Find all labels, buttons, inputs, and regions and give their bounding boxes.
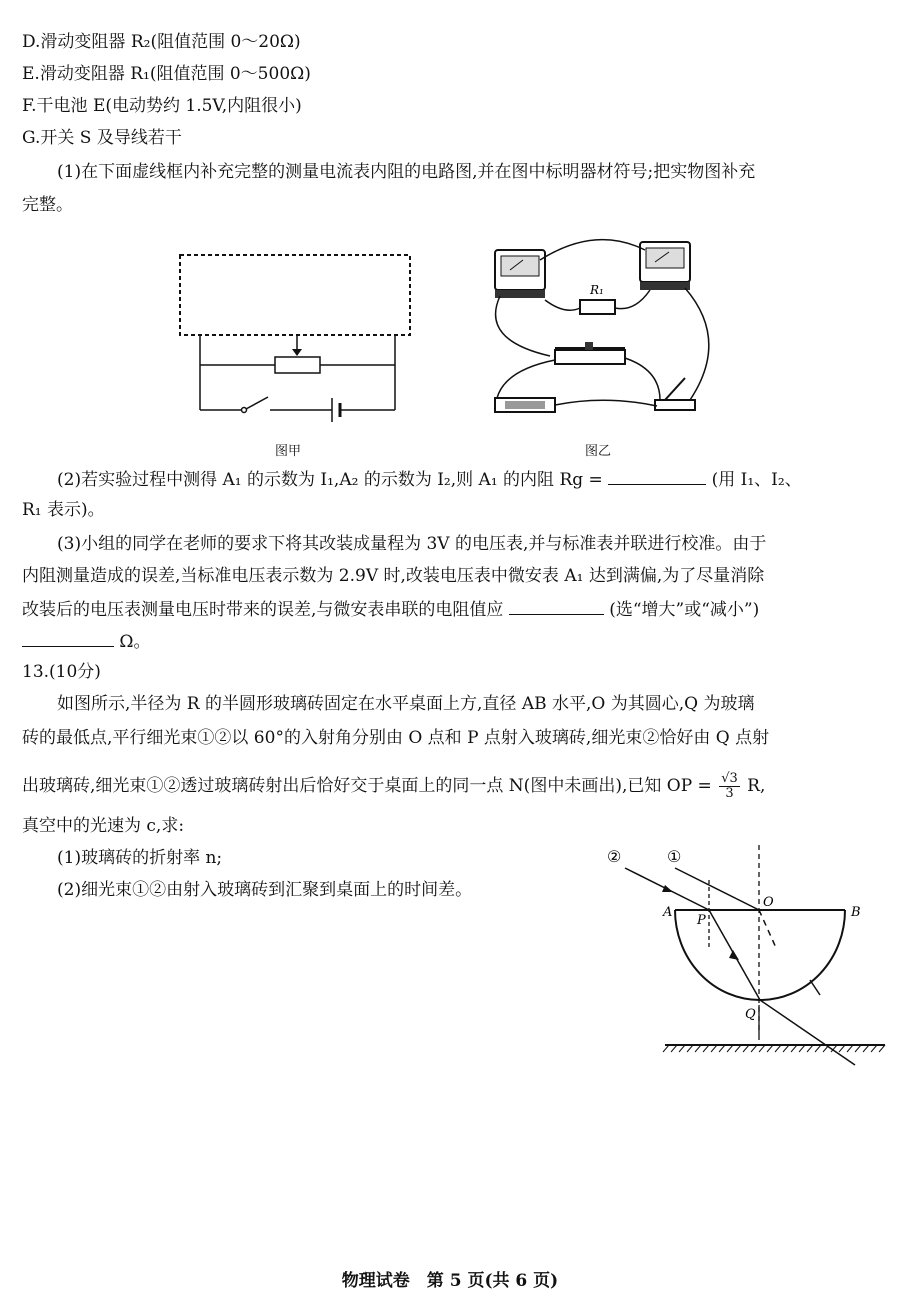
q12-part2-text-a: (2)若实验过程中测得 A₁ 的示数为 I₁,A₂ 的示数为 I₂,则 A₁ 的内阻 Rg = xyxy=(57,470,603,490)
answer-blank-ohm[interactable] xyxy=(22,628,114,647)
q13-line2: 砖的最低点,平行细光束①②以 60°的入射角分别由 O 点和 P 点射入玻璃砖,细光束②恰好由 Q 点射 xyxy=(22,728,770,748)
q13-sub2: (2)细光束①②由射入玻璃砖到汇聚到桌面上的时间差。 xyxy=(57,880,473,900)
q12-part2-line1 xyxy=(57,466,900,492)
q12-part3-line2: 内阻测量造成的误差,当标准电压表示数为 2.9V 时,改装电压表中微安表 A₁ 达到满偏,为了尽量消除 xyxy=(22,566,765,586)
caption-jia: 图甲 xyxy=(275,444,302,459)
q12-part3-line1: (3)小组的同学在老师的要求下将其改装成量程为 3V 的电压表,并与标准表并联进行校准。由于 xyxy=(57,534,767,554)
dashed-box xyxy=(180,255,410,335)
answer-blank-rg[interactable] xyxy=(608,466,706,485)
q13-line3-text-a: 出玻璃砖,细光束①②透过玻璃砖射出后恰好交于桌面上的同一点 N(图中未画出),已知 OP = xyxy=(22,776,712,796)
microammeter-a1 xyxy=(495,250,545,298)
r1-label: R₁ xyxy=(590,283,604,297)
q12-part3-line3 xyxy=(22,596,882,622)
option-g: G.开关 S 及导线若干 xyxy=(22,128,182,148)
circuit-diagram-jia xyxy=(170,245,430,425)
apparatus-figure-yi xyxy=(485,230,730,430)
switch-s xyxy=(655,378,695,410)
q13-heading: 13.(10分) xyxy=(22,662,101,682)
beam1-incident xyxy=(675,868,759,910)
beam2-exit xyxy=(760,1000,855,1065)
q12-part3-text-a: 改装后的电压表测量电压时带来的误差,与微安表串联的电阻值应 xyxy=(22,600,504,620)
resistor-r1 xyxy=(580,300,615,314)
q13-line3-text-b: R, xyxy=(747,776,766,796)
answer-blank-direction[interactable] xyxy=(509,596,604,615)
label-q: Q xyxy=(745,1007,756,1022)
label-b: B xyxy=(851,905,861,920)
q12-part3-unit: Ω。 xyxy=(119,632,151,652)
q12-part1-line2: 完整。 xyxy=(22,195,73,215)
rheostat xyxy=(275,357,320,373)
q13-line4: 真空中的光速为 c,求: xyxy=(22,816,185,836)
q12-part1-line1: (1)在下面虚线框内补充完整的测量电流表内阻的电路图,并在图中标明器材符号;把实物图补充 xyxy=(57,162,756,182)
glass-brick-figure xyxy=(605,840,890,1070)
option-f: F.干电池 E(电动势约 1.5V,内阻很小) xyxy=(22,96,302,116)
q13-line1: 如图所示,半径为 R 的半圆形玻璃砖固定在水平桌面上方,直径 AB 水平,O 为其圆心,Q 为玻璃 xyxy=(57,694,755,714)
switch xyxy=(246,397,268,409)
q12-part3-line4 xyxy=(22,628,882,654)
fraction-sqrt3-over-3 xyxy=(719,772,740,801)
beam2-label: ② xyxy=(607,847,622,866)
option-e: E.滑动变阻器 R₁(阻值范围 0～500Ω) xyxy=(22,64,311,84)
q12-part3-text-b: (选“增大”或“减小”) xyxy=(609,600,760,620)
fraction-numerator: √3 xyxy=(721,771,738,786)
microammeter-a2 xyxy=(640,242,690,290)
page-footer: 物理试卷 第 5 页(共 6 页) xyxy=(341,1271,559,1291)
q12-part2-text-b: (用 I₁、I₂、 xyxy=(711,470,802,490)
label-p: P xyxy=(697,913,706,928)
label-o: O xyxy=(763,895,774,910)
q13-sub1: (1)玻璃砖的折射率 n; xyxy=(57,848,223,868)
fraction-denominator: 3 xyxy=(725,786,734,801)
q13-line3 xyxy=(22,772,882,801)
label-a: A xyxy=(663,905,673,920)
option-d: D.滑动变阻器 R₂(阻值范围 0～20Ω) xyxy=(22,32,301,52)
battery xyxy=(495,398,555,412)
beam1-label: ① xyxy=(667,847,682,866)
q12-part2-line2: R₁ 表示)。 xyxy=(22,500,105,520)
caption-yi: 图乙 xyxy=(585,444,612,459)
beam1-refracted xyxy=(759,910,777,950)
slide-rheostat xyxy=(555,342,625,364)
